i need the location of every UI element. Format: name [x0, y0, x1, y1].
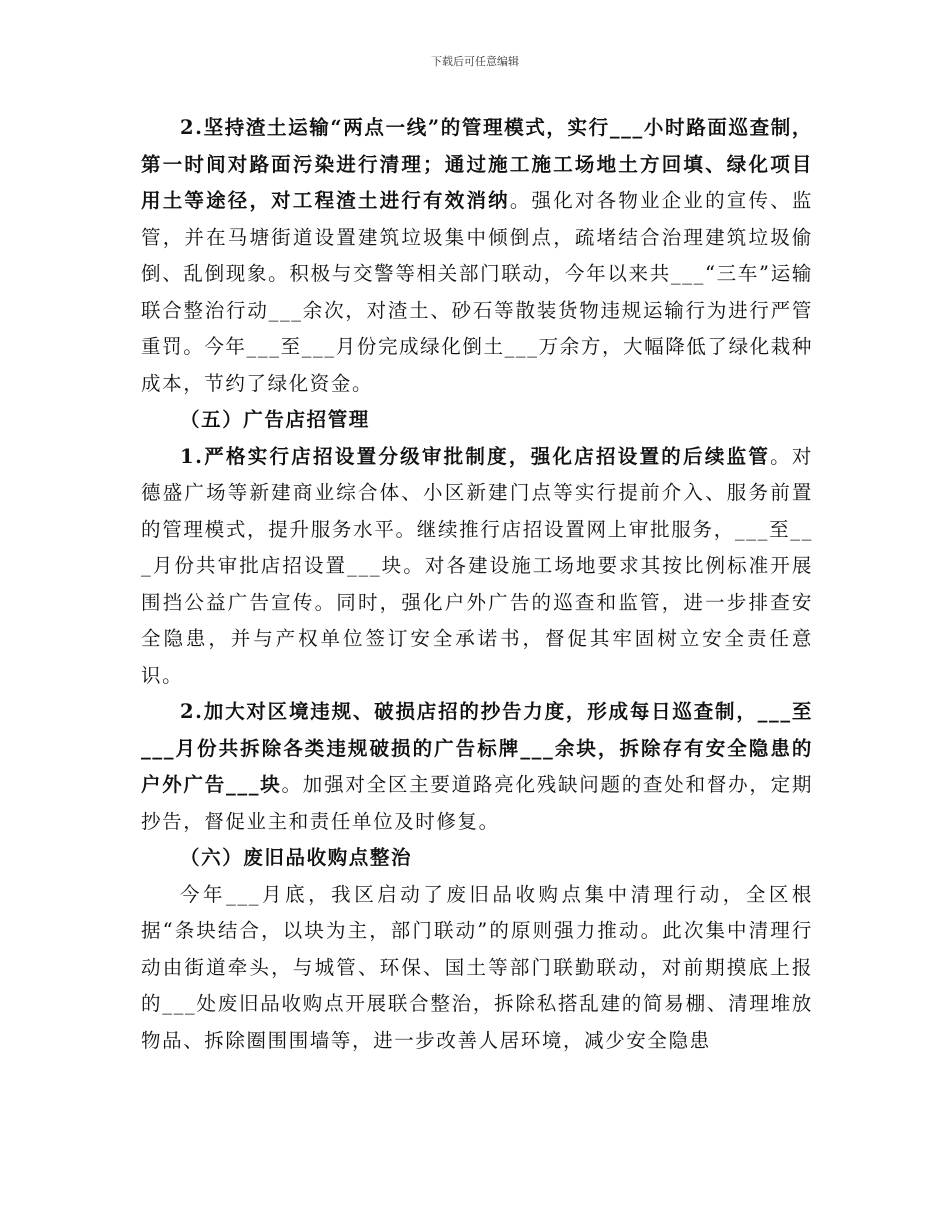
paragraph-lead: 2.加大对区境违规、破损店招的抄告力度，形成每日巡查制，___至___月份共拆除各类违规破损的广告标牌___余块，拆除存有安全隐患的户外广告___块 — [141, 700, 813, 796]
paragraph-lead: 1.严格实行店招设置分级审批制度，强化店招设置的后续监管 — [180, 444, 771, 468]
document-body — [141, 110, 813, 1059]
section-heading-recycling: （六）废旧品收购点整治 — [180, 846, 413, 869]
paragraph-signage-approval — [141, 439, 813, 695]
paragraph-text: 。强化对各物业企业的宣传、监管，并在马塘街道设置建筑垃圾集中倾倒点，疏堵结合治理建筑垃圾偷倒、乱倒现象。积极与交警等相关部门联动，今年以来共___“三车”运输联合整治行动___余次，对渣土、砂石等散装货物违规运输行为进行严管重罚。今年___至___月份完成绿化倒土___万余方，大幅降低了绿化栽种成本，节约了绿化资金。 — [141, 189, 813, 395]
paragraph-lead: 2.坚持渣土运输“两点一线”的管理模式，实行___小时路面巡查制，第一时间对路面污染进行清理；通过施工施工场地土方回填、绿化项目用土等途径，对工程渣土进行有效消纳 — [141, 116, 813, 212]
paragraph-text: 。对德盛广场等新建商业综合体、小区新建门点等实行提前介入、服务前置的管理模式，提升服务水平。继续推行店招设置网上审批服务，___至___月份共审批店招设置___块。对各建设施工场地要求其按比例标准开展围挡公益广告宣传。同时，强化户外广告的巡查和监管，进一步排查安全隐患，并与产权单位签订安全承诺书，督促其牢固树立安全责任意识。 — [141, 444, 813, 687]
page-header: 下载后可任意编辑 — [431, 55, 519, 68]
paragraph-text: 今年___月底，我区启动了废旧品收购点集中清理行动，全区根据“条块结合，以块为主，部门联动”的原则强力推动。此次集中清理行动由街道牵头，与城管、环保、国土等部门联勤联动，对前期摸底上报的___处废旧品收购点开展联合整治，拆除私搭乱建的简易棚、清理堆放物品、拆除圈围围墙等，进一步改善人居环境，减少安全隐患 — [141, 882, 813, 1052]
paragraph-text: 。加强对全区主要道路亮化残缺问题的查处和督办，定期抄告，督促业主和责任单位及时修复。 — [141, 773, 813, 833]
paragraph-waste-transport — [141, 110, 813, 402]
section-heading-billboards: （五）广告店招管理 — [180, 408, 370, 431]
paragraph-signage-removal — [141, 694, 813, 840]
paragraph-recycling-cleanup — [141, 877, 813, 1060]
